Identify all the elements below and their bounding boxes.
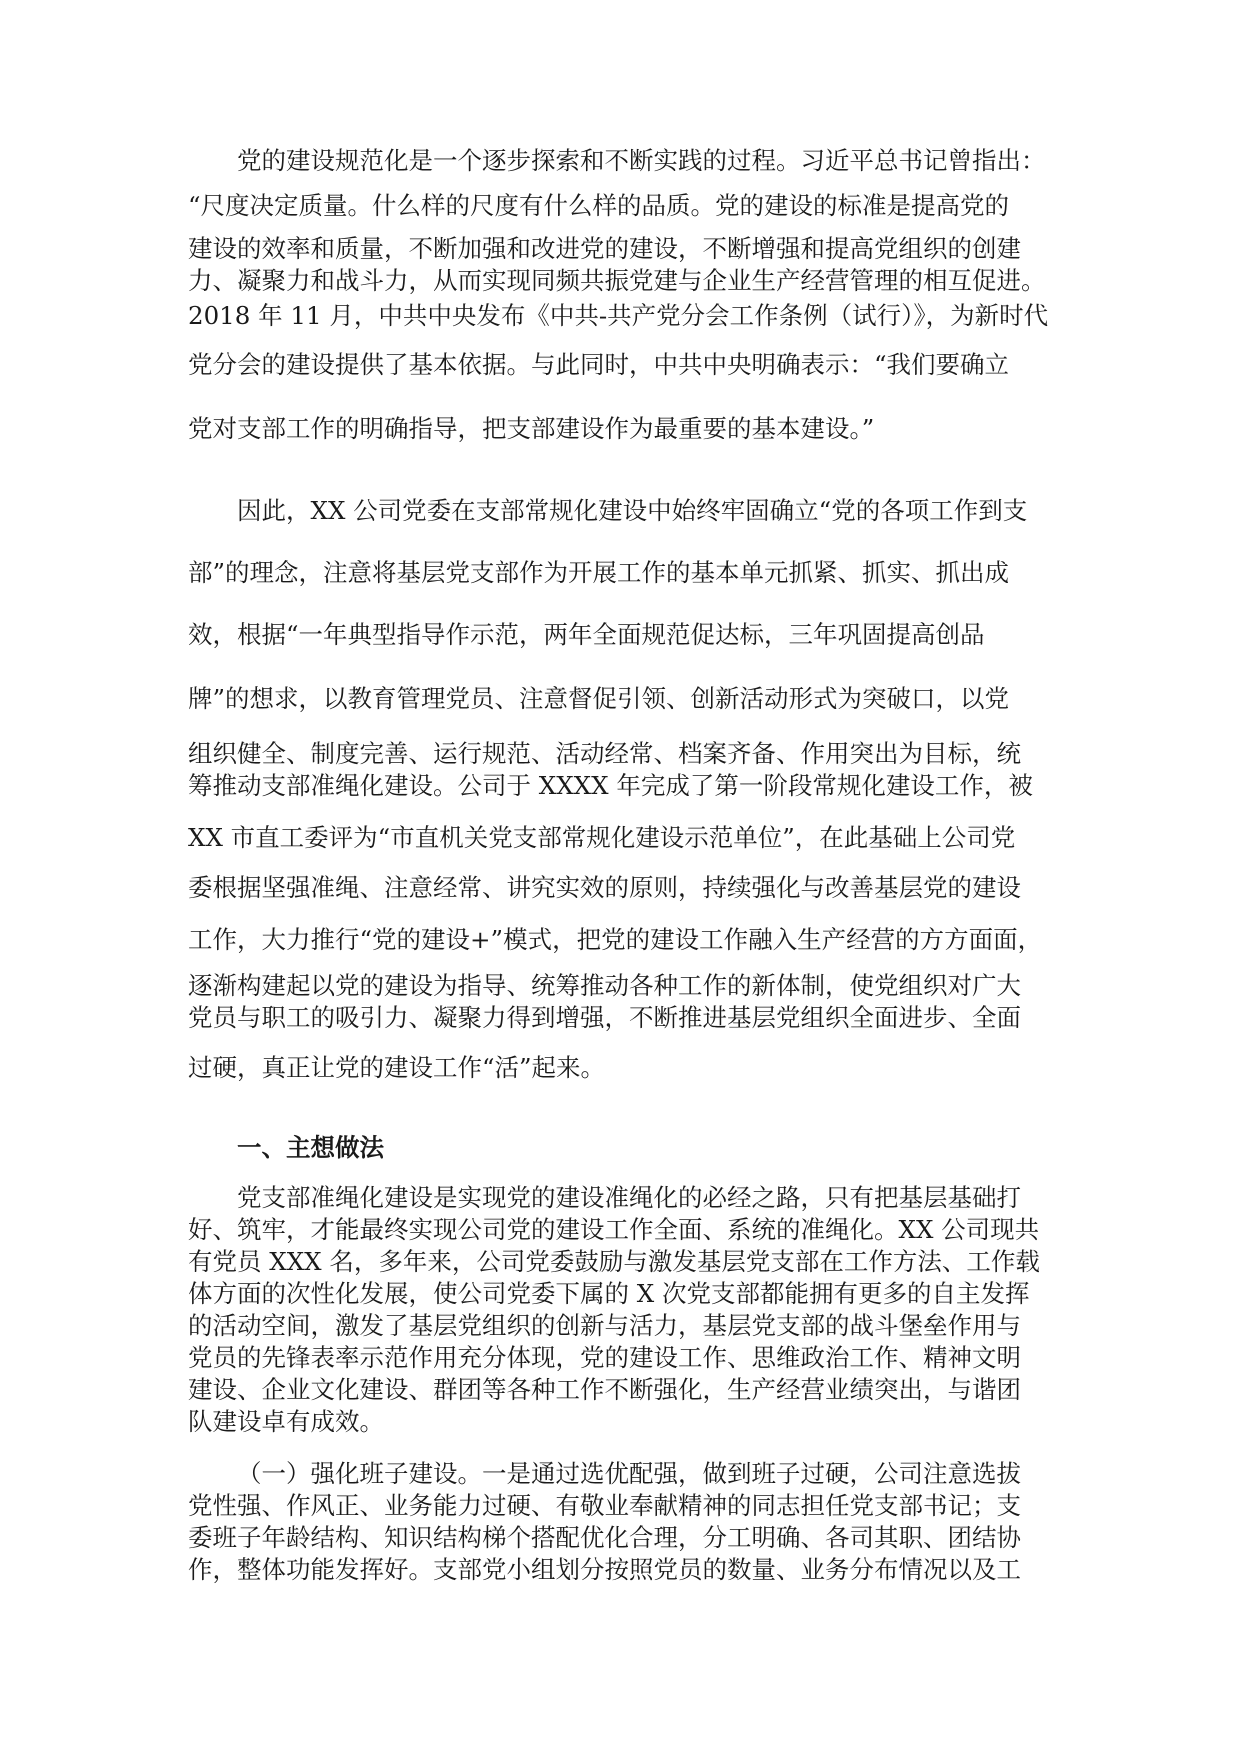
paragraph-2-line: 委根据坚强准绳、注意经常、讲究实效的原则，持续强化与改善基层党的建设 [188,873,1021,902]
paragraph-1-line: 党对支部工作的明确指导，把支部建设作为最重要的基本建设。” [188,414,875,443]
paragraph-4-line: 党性强、作风正、业务能力过硬、有敬业奉献精神的同志担任党支部书记；支 [188,1491,1021,1520]
paragraph-2-line: XX 市直工委评为“市直机关党支部常规化建设示范单位”，在此基础上公司党 [188,823,1016,852]
paragraph-4-line: 委班子年龄结构、知识结构梯个搭配优化合理，分工明确、各司其职、团结协 [188,1523,1021,1552]
paragraph-2-line: 牌”的想求，以教育管理党员、注意督促引领、创新活动形式为突破口，以党 [188,684,1010,713]
paragraph-3-line: 队建设卓有成效。 [188,1407,384,1436]
paragraph-1-line: 党的建设规范化是一个逐步探索和不断实践的过程。习近平总书记曾指出： [237,146,1046,175]
paragraph-1-line: 建设的效率和质量，不断加强和改进党的建设，不断增强和提高党组织的创建 [188,234,1021,263]
paragraph-1-line: 力、凝聚力和战斗力，从而实现同频共振党建与企业生产经营管理的相互促进。 [188,266,1046,295]
section-heading: 一、主想做法 [237,1133,384,1162]
paragraph-4-line: 作，整体功能发挥好。支部党小组划分按照党员的数量、业务分布情况以及工 [188,1555,1021,1584]
paragraph-2-line: 部”的理念，注意将基层党支部作为开展工作的基本单元抓紧、抓实、抓出成 [188,558,1010,587]
paragraph-3-line: 建设、企业文化建设、群团等各种工作不断强化，生产经营业绩突出，与谐团 [188,1375,1021,1404]
paragraph-2-line: 党员与职工的吸引力、凝聚力得到增强，不断推进基层党组织全面进步、全面 [188,1003,1021,1032]
paragraph-2-line: 逐渐构建起以党的建设为指导、统筹推动各种工作的新体制，使党组织对广大 [188,971,1021,1000]
paragraph-3-line: 的活动空间，激发了基层党组织的创新与活力，基层党支部的战斗堡垒作用与 [188,1311,1021,1340]
paragraph-2-line: 过硬，真正让党的建设工作“活”起来。 [188,1053,606,1082]
paragraph-2-line: 筹推动支部准绳化建设。公司于 XXXX 年完成了第一阶段常规化建设工作，被 [188,771,1033,800]
paragraph-1-line: “尺度决定质量。什么样的尺度有什么样的品质。党的建设的标准是提高党的 [188,191,1010,220]
paragraph-2-line: 工作，大力推行“党的建设+”模式，把党的建设工作融入生产经营的方方面面， [188,925,1043,954]
paragraph-3-line: 体方面的次性化发展，使公司党委下属的 X 次党支部都能拥有更多的自主发挥 [188,1279,1030,1308]
paragraph-3-line: 有党员 XXX 名，多年来，公司党委鼓励与激发基层党支部在工作方法、工作载 [188,1247,1040,1276]
paragraph-3-line: 好、筑牢，才能最终实现公司党的建设工作全面、系统的准绳化。XX 公司现共 [188,1215,1040,1244]
paragraph-1-line: 2018 年 11 月，中共中央发布《中共-共产党分会工作条例（试行）》，为新时代 [188,301,1049,330]
paragraph-2-line: 效，根据“一年典型指导作示范，两年全面规范促达标，三年巩固提高创品 [188,620,985,649]
paragraph-1-line: 党分会的建设提供了基本依据。与此同时，中共中央明确表示：“我们要确立 [188,350,1010,379]
paragraph-3-line: 党员的先锋表率示范作用充分体现，党的建设工作、思维政治工作、精神文明 [188,1343,1021,1372]
paragraph-4-line: （一）强化班子建设。一是通过选优配强，做到班子过硬，公司注意选拔 [237,1459,1021,1488]
paragraph-2-line: 因此，XX 公司党委在支部常规化建设中始终牢固确立“党的各项工作到支 [237,496,1028,525]
paragraph-2-line: 组织健全、制度完善、运行规范、活动经常、档案齐备、作用突出为目标，统 [188,739,1021,768]
paragraph-3-line: 党支部准绳化建设是实现党的建设准绳化的必经之路，只有把基层基础打 [237,1183,1021,1212]
